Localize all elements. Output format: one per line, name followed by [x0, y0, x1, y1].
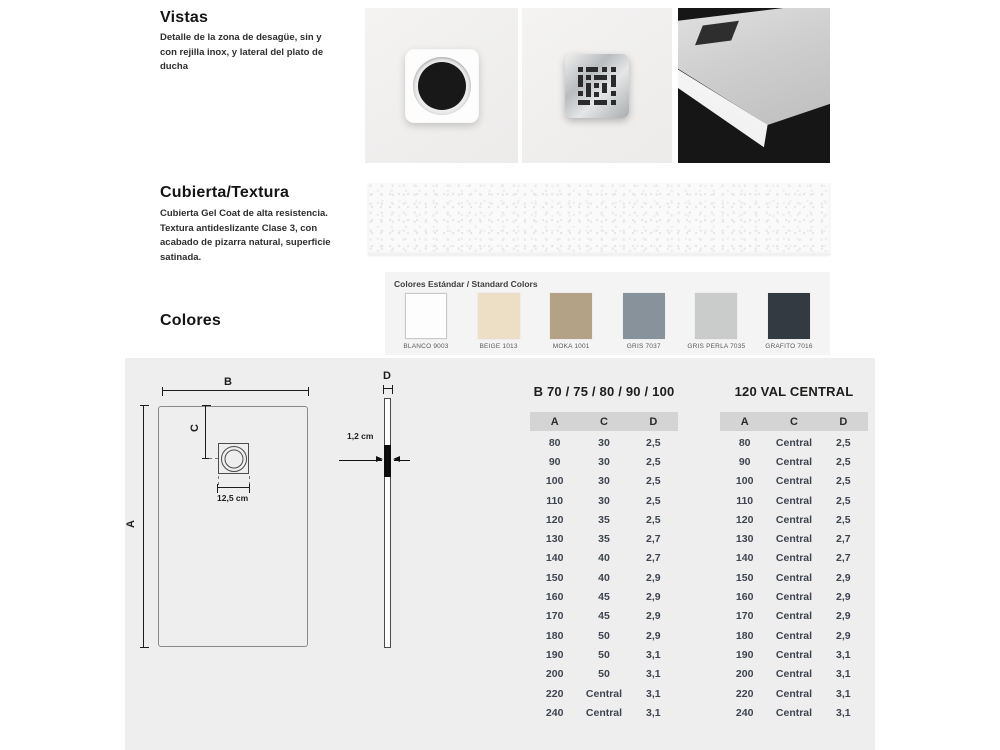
table-cell: Central [775, 668, 813, 681]
table-cell: 200 [545, 668, 564, 681]
table-cell: 3,1 [836, 706, 851, 719]
table-row [530, 626, 678, 645]
table-row [530, 607, 678, 626]
color-swatch [394, 293, 458, 350]
table-row [530, 568, 678, 587]
table-cell: 2,7 [646, 552, 661, 565]
dash-left [218, 476, 219, 485]
drain-detail-photo-inox-grille [522, 8, 672, 163]
table-row [720, 568, 868, 587]
table-cell: 2,5 [646, 436, 661, 449]
drain-width-dim-line [218, 487, 249, 488]
table-cell: 50 [598, 629, 610, 642]
table-cell: 240 [545, 706, 564, 719]
table-cell: 30 [598, 455, 610, 468]
table-cell: 150 [545, 571, 564, 584]
table-cell: 90 [738, 455, 751, 468]
column-header: A [740, 415, 749, 428]
size-table-body [720, 433, 868, 722]
color-swatch-label: BLANCO 9003 [403, 343, 449, 350]
dim-line-b [163, 390, 308, 391]
table-cell: 3,1 [836, 648, 851, 661]
dim-line-a [143, 406, 144, 647]
size-table-title: 120 VAL CENTRAL [734, 384, 854, 399]
thickness-arrow-left [339, 460, 382, 461]
table-cell: 170 [735, 610, 754, 623]
table-row [720, 510, 868, 529]
color-swatch-label: GRAFITO 7016 [765, 343, 813, 350]
table-row [720, 645, 868, 664]
cubierta-section-description: Cubierta Gel Coat de alta resistencia. Textura antideslizante Clase 3, con acabado de pizarra natural, superficie satinada. [160, 208, 331, 264]
table-row [530, 510, 678, 529]
size-table-header [720, 412, 868, 431]
color-swatch-box [405, 293, 447, 339]
drain-symbol [218, 443, 249, 474]
table-cell: 2,5 [836, 513, 851, 526]
table-row [530, 433, 678, 452]
table-cell: 220 [735, 687, 754, 700]
table-cell: 3,1 [646, 648, 661, 661]
color-swatch-box [550, 293, 592, 339]
table-cell: 190 [735, 648, 754, 661]
table-cell: 2,9 [836, 610, 851, 623]
tray-top-surface-shape [678, 8, 830, 125]
table-cell: 160 [545, 591, 564, 604]
color-swatch [684, 293, 748, 350]
table-cell: Central [775, 475, 813, 488]
table-cell: 130 [545, 533, 564, 546]
color-swatch-row [385, 293, 830, 350]
table-cell: 170 [545, 610, 564, 623]
table-cell: Central [775, 513, 813, 526]
drain-inner-circle [224, 449, 243, 468]
table-row [720, 703, 868, 722]
table-cell: Central [775, 687, 813, 700]
color-swatch [467, 293, 531, 350]
table-cell: 35 [598, 533, 610, 546]
table-row [530, 645, 678, 664]
color-swatch-box [768, 293, 810, 339]
vistas-section-title: Vistas [160, 9, 209, 26]
table-cell: 3,1 [836, 668, 851, 681]
table-cell: 240 [735, 706, 754, 719]
table-row [720, 607, 868, 626]
table-cell: 80 [548, 436, 561, 449]
table-cell: 110 [736, 494, 754, 507]
table-cell: 2,9 [836, 571, 851, 584]
size-table-title: B 70 / 75 / 80 / 90 / 100 [533, 384, 675, 399]
table-cell: Central [775, 591, 813, 604]
table-cell: 80 [738, 436, 751, 449]
table-cell: 50 [598, 648, 610, 661]
column-header: C [600, 415, 608, 428]
color-swatch [539, 293, 603, 350]
vistas-section-description: Detalle de la zona de desagüe, sin y con rejilla inox, y lateral del plato de ducha [160, 32, 324, 73]
color-swatch-box [478, 293, 520, 339]
drain-hole-shape [418, 62, 466, 110]
tray-lateral-photo [678, 8, 830, 163]
table-cell: 180 [545, 629, 564, 642]
table-cell: 3,1 [836, 687, 851, 700]
table-cell: 2,5 [836, 455, 851, 468]
table-cell: 90 [548, 455, 561, 468]
tray-profile-outline [384, 398, 391, 648]
dash-connector [209, 458, 218, 459]
table-cell: 35 [598, 513, 610, 526]
table-cell: 30 [598, 436, 610, 449]
drain-plate-shape [405, 49, 479, 123]
table-cell: 2,9 [646, 591, 661, 604]
dim-label-b: B [224, 376, 232, 388]
table-row [530, 472, 678, 491]
dim-label-c: C [188, 424, 201, 432]
table-cell: 220 [545, 687, 564, 700]
grille-pattern-icon [578, 67, 616, 105]
table-cell: Central [585, 706, 623, 719]
table-cell: 3,1 [646, 706, 661, 719]
table-cell: 190 [545, 648, 564, 661]
table-cell: 120 [735, 513, 754, 526]
table-cell: Central [775, 455, 813, 468]
table-row [530, 684, 678, 703]
color-swatch-label: MOKA 1001 [552, 343, 590, 350]
table-cell: Central [775, 436, 813, 449]
table-cell: 2,7 [836, 552, 851, 565]
color-swatch-label: GRIS PERLA 7035 [687, 343, 746, 350]
table-cell: Central [775, 571, 813, 584]
table-cell: 2,7 [646, 533, 661, 546]
table-cell: 2,5 [836, 494, 851, 507]
table-cell: 2,5 [836, 475, 851, 488]
table-row [720, 665, 868, 684]
table-cell: 40 [598, 552, 610, 565]
column-header: A [550, 415, 559, 428]
table-cell: Central [775, 629, 813, 642]
table-row [720, 491, 868, 510]
table-cell: Central [775, 648, 813, 661]
table-row [530, 587, 678, 606]
thickness-arrow-right [394, 460, 410, 461]
table-cell: Central [585, 687, 623, 700]
profile-drain-mark [384, 445, 391, 477]
column-header: D [839, 415, 848, 428]
table-cell: 50 [598, 668, 610, 681]
colores-section-title: Colores [160, 312, 221, 329]
size-table-header [530, 412, 678, 431]
color-swatch-label: GRIS 7037 [626, 343, 661, 350]
table-row [530, 549, 678, 568]
size-table-120-val-central [720, 384, 868, 722]
table-cell: 140 [735, 552, 754, 565]
table-cell: 2,9 [836, 591, 851, 604]
table-row [720, 452, 868, 471]
table-row [720, 472, 868, 491]
drain-width-label: 12,5 cm [217, 493, 249, 503]
table-row [720, 626, 868, 645]
drain-detail-photo-no-grille [365, 8, 518, 163]
color-swatch [757, 293, 821, 350]
column-header: C [790, 415, 798, 428]
table-cell: 200 [735, 668, 754, 681]
table-cell: Central [775, 494, 813, 507]
table-cell: Central [775, 610, 813, 623]
table-cell: 2,5 [646, 475, 661, 488]
size-table-b70-100 [530, 384, 678, 722]
table-cell: 180 [735, 629, 754, 642]
table-cell: 160 [735, 591, 754, 604]
table-cell: 2,9 [836, 629, 851, 642]
table-cell: 45 [598, 610, 610, 623]
table-cell: 110 [546, 494, 564, 507]
column-header: D [649, 415, 658, 428]
thickness-label: 1,2 cm [347, 431, 374, 441]
table-cell: 40 [598, 571, 610, 584]
cubierta-section-title: Cubierta/Textura [160, 184, 290, 201]
table-cell: 2,7 [836, 533, 851, 546]
table-cell: 3,1 [646, 668, 661, 681]
color-swatch-box [695, 293, 737, 339]
technical-drawing-panel [125, 358, 875, 750]
table-row [530, 529, 678, 548]
table-row [720, 684, 868, 703]
table-cell: 100 [545, 475, 564, 488]
table-cell: 2,5 [646, 494, 661, 507]
dim-line-d [384, 388, 392, 389]
table-cell: 30 [598, 475, 610, 488]
table-cell: 2,5 [646, 513, 661, 526]
standard-colors-panel [385, 272, 830, 355]
table-cell: 2,9 [646, 571, 661, 584]
table-cell: Central [775, 533, 813, 546]
table-cell: 150 [735, 571, 754, 584]
dim-line-c [205, 406, 206, 458]
table-cell: 3,1 [646, 687, 661, 700]
table-cell: 140 [545, 552, 564, 565]
table-row [720, 433, 868, 452]
size-table-body [530, 433, 678, 722]
table-cell: Central [775, 552, 813, 565]
table-row [530, 665, 678, 684]
dim-label-d: D [383, 370, 391, 382]
table-cell: 30 [598, 494, 610, 507]
table-cell: 130 [735, 533, 754, 546]
table-cell: 2,9 [646, 629, 661, 642]
table-row [720, 529, 868, 548]
table-row [530, 452, 678, 471]
table-row [530, 703, 678, 722]
table-row [720, 549, 868, 568]
color-swatch-box [623, 293, 665, 339]
table-cell: 120 [545, 513, 564, 526]
inox-grille-shape [565, 54, 629, 118]
color-swatch-label: BEIGE 1013 [479, 343, 518, 350]
table-cell: 45 [598, 591, 610, 604]
table-cell: 2,9 [646, 610, 661, 623]
dim-label-a: A [124, 520, 137, 528]
table-cell: Central [775, 706, 813, 719]
table-cell: 2,5 [836, 436, 851, 449]
table-cell: 2,5 [646, 455, 661, 468]
texture-sample-image [368, 183, 830, 255]
color-swatch [612, 293, 676, 350]
table-cell: 100 [735, 475, 754, 488]
table-row [720, 587, 868, 606]
table-row [530, 491, 678, 510]
standard-colors-label: Colores Estándar / Standard Colors [394, 279, 538, 289]
